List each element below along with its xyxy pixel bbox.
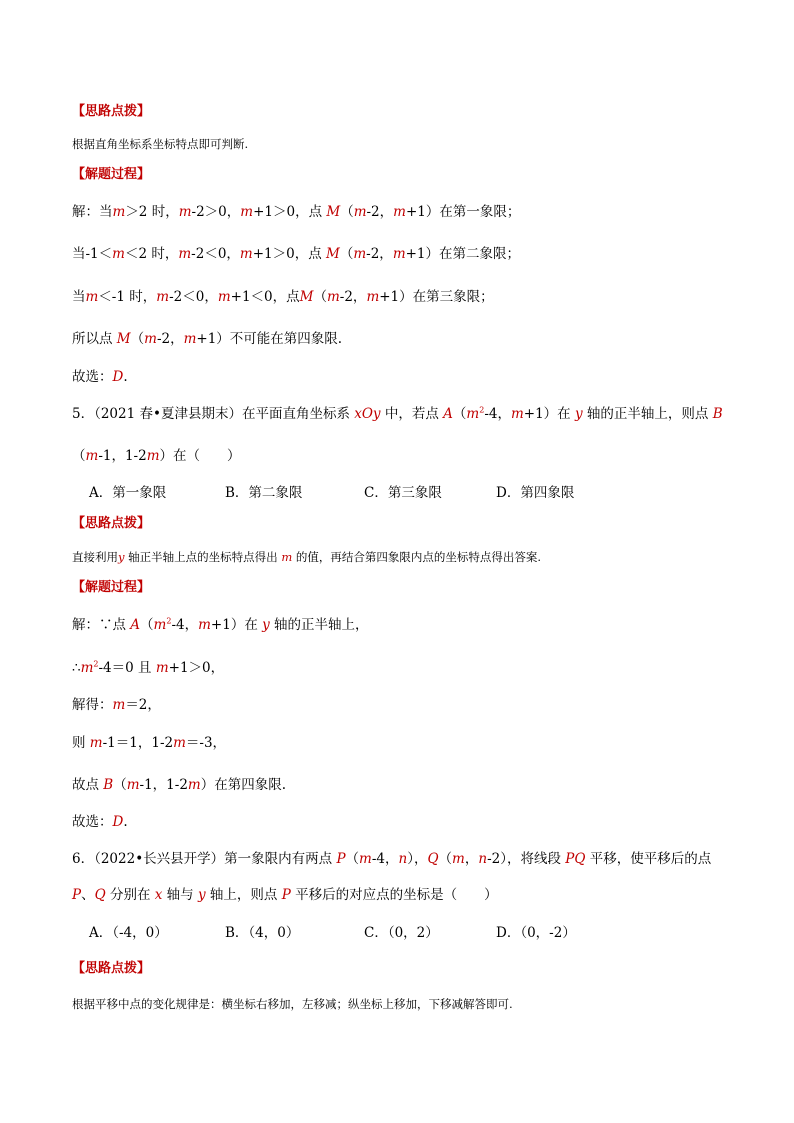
- question-6-stem-cont: P、Q 分别在 x 轴与 y 轴上，则点 P 平移后的对应点的坐标是（ ）: [72, 887, 498, 903]
- answer-line: 故选：D.: [72, 369, 128, 385]
- option-d: D．（0，-2）: [496, 925, 576, 941]
- hint-header: 【思路点拨】: [72, 516, 151, 531]
- hint-text: 直接利用y 轴正半轴上点的坐标特点得出 m 的值，再结合第四象限内点的坐标特点得出答案.: [72, 550, 542, 564]
- answer-line: 故选：D.: [72, 814, 128, 830]
- hint-text: 根据直角坐标系坐标特点即可判断.: [72, 137, 249, 151]
- solution-line: 当m＜-1 时，m-2＜0，m+1＜0，点M（m-2，m+1）在第三象限；: [72, 289, 494, 305]
- hint-header: 【思路点拨】: [72, 961, 151, 976]
- solution-line: 解：∵点 $A(m^2-4$，m+1）在 y 轴的正半轴上，: [72, 616, 369, 633]
- option-b: B．第二象限: [225, 485, 303, 501]
- option-c: C．（0，2）: [364, 925, 439, 941]
- option-c: C．第三象限: [364, 485, 442, 501]
- hint-text: 根据平移中点的变化规律是：横坐标右移加，左移减；纵坐标上移加，下移减解答即可.: [72, 997, 513, 1011]
- answer-choice: D: [112, 369, 124, 385]
- question-5-stem: 5．（2021 春•夏津县期末）在平面直角坐标系 xOy 中，若点 $A(m^2-4$，m+1）在 y 轴的正半轴上，则点 B: [72, 405, 723, 422]
- process-header: 【解题过程】: [72, 580, 151, 595]
- option-a: A．（-4，0）: [89, 925, 168, 941]
- solution-line: 解得：m＝2，: [72, 697, 161, 713]
- solution-line: 解：当m＞2 时，m-2＞0，m+1＞0，点 M（m-2，m+1）在第一象限；: [72, 204, 521, 220]
- solution-line: $\therefore m^2-4=0$ 且 m+1＞0，: [72, 659, 225, 676]
- process-header: 【解题过程】: [72, 167, 151, 182]
- option-d: D．第四象限: [496, 485, 575, 501]
- solution-line: 所以点 M（m-2，m+1）不可能在第四象限.: [72, 331, 343, 347]
- option-b: B．（4，0）: [225, 925, 300, 941]
- question-5-stem-cont: （m-1，1-2m）在（ ）: [72, 448, 241, 464]
- solution-line: 故点 B（m-1，1-2m）在第四象限.: [72, 777, 287, 793]
- option-a: A．第一象限: [89, 485, 167, 501]
- solution-line: 当-1＜m＜2 时，m-2＜0，m+1＞0，点 M（m-2，m+1）在第二象限；: [72, 246, 521, 262]
- hint-header: 【思路点拨】: [72, 104, 151, 119]
- question-6-stem: 6．（2022•长兴县开学）第一象限内有两点 P（m-4，n），Q（m，n-2），将线段 PQ 平移，使平移后的点: [72, 851, 712, 867]
- solution-line: 则 m-1＝1，1-2m＝-3，: [72, 735, 227, 751]
- answer-choice: D: [112, 814, 124, 830]
